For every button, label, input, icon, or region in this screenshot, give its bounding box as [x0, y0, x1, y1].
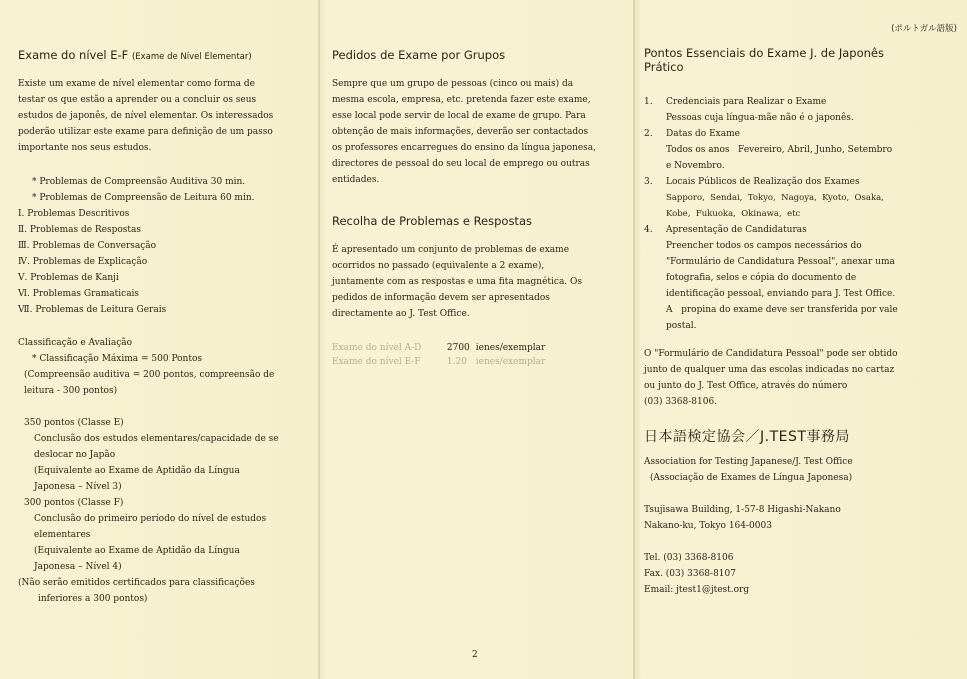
item-line: Pessoas cuja língua-mãe não é o japonês. — [666, 113, 854, 123]
fee-row-e-f — [332, 356, 632, 368]
group-line: Sempre que um grupo de pessoas (cinco ou mais) da — [332, 79, 574, 89]
group-requests-title: Pedidos de Exame por Grupos — [332, 48, 506, 62]
class-e-line: Japonesa – Nível 3) — [34, 482, 122, 492]
classification-line: * Classificação Máxima = 500 Pontos — [32, 354, 202, 364]
fee-row-a-d — [332, 340, 632, 356]
edition-label: (ポルトガル語版) — [891, 24, 957, 34]
column-group-requests — [320, 0, 632, 679]
item-number: 1. — [644, 97, 653, 107]
section-item: Ⅲ. Problemas de Conversação — [18, 241, 157, 251]
phone-number: Tel. (03) 3368-8106 — [644, 553, 734, 563]
list-item — [644, 126, 967, 174]
fee-unit: ienes/exemplar — [475, 343, 546, 353]
intro-line: poderão utilizar este exame para definição de um passo — [18, 127, 273, 137]
item-number: 3. — [644, 177, 653, 187]
title-line: Pontos Essenciais do Exame J. de Japonês — [644, 46, 884, 60]
group-line: esse local pode servir de local de exame de grupo. Para — [332, 111, 586, 121]
title-main: Exame do nível E-F — [18, 48, 129, 62]
class-e-line: Conclusão dos estudos elementares/capacidade de se — [34, 434, 279, 444]
group-line: mesma escola, empresa, etc. pretenda fazer este exame, — [332, 95, 591, 105]
group-line: directores de pessoal do seu local de emprego ou outras — [332, 159, 590, 169]
section-item: Ⅳ. Problemas de Explicação — [18, 257, 148, 267]
form-note-line: (03) 3368-8106. — [644, 397, 718, 407]
section-item: Ⅴ. Problemas de Kanji — [18, 273, 119, 283]
list-item — [644, 174, 967, 222]
item-line: "Formulário de Candidatura Pessoal", anexar uma — [666, 257, 895, 267]
fold-line-right — [633, 0, 635, 679]
list-item — [644, 94, 967, 126]
class-f-head: 300 pontos (Classe F) — [24, 498, 124, 508]
problem-collection-title: Recolha de Problemas e Respostas — [332, 214, 532, 228]
section-item: Ⅵ. Problemas Gramaticais — [18, 289, 140, 299]
item-line: Datas do Exame — [666, 129, 740, 139]
list-item — [644, 222, 967, 334]
section-item: Ⅰ. Problemas Descritivos — [18, 209, 130, 219]
classification-title: Classificação e Avaliação — [18, 338, 133, 348]
item-line: Locais Públicos de Realização dos Exames — [666, 177, 860, 187]
fee-unit: ienes/exemplar — [475, 357, 546, 367]
collection-line: ocorridos no passado (equivalente a 2 exame), — [332, 261, 545, 271]
group-line: entidades. — [332, 175, 380, 185]
class-e-line: deslocar no Japão — [34, 450, 116, 460]
class-f-line: elementares — [34, 530, 91, 540]
fee-label: Exame do nível E-F — [332, 357, 421, 367]
form-note-line: junto de qualquer uma das escolas indicadas no cartaz — [644, 365, 895, 375]
item-line: fotografia, selos e cópia do documento de — [666, 273, 857, 283]
note-line: inferiores a 300 pontos) — [38, 594, 148, 604]
class-f-line: Conclusão do primeiro período do nível de estudos — [34, 514, 267, 524]
item-line: Kobe, Fukuoka, Okinawa, etc — [666, 209, 801, 219]
intro-line: estudos de japonês, de nível elementar. Os interessados — [18, 111, 274, 121]
item-line: identificação pessoal, enviando para J. Test Office. — [666, 289, 896, 299]
item-line: A propina do exame deve ser transferida por vale — [666, 305, 898, 315]
essential-points-title — [644, 46, 967, 74]
elementary-exam-title — [18, 48, 318, 64]
collection-line: É apresentado um conjunto de problemas de exame — [332, 245, 570, 255]
collection-line: juntamente com as respostas e uma fita magnética. Os — [332, 277, 583, 287]
organization-name-pt: (Associação de Exames de Língua Japonesa) — [650, 473, 853, 483]
title-line: Prático — [644, 60, 684, 74]
organization-name-en: Association for Testing Japanese/J. Test Office — [644, 457, 853, 467]
item-line: Sapporo, Sendai, Tokyo, Nagoya, Kyoto, Osaka, — [666, 193, 884, 203]
class-e-head: 350 pontos (Classe E) — [24, 418, 124, 428]
collection-line: pedidos de informação devem ser apresentados — [332, 293, 550, 303]
item-line: e Novembro. — [666, 161, 725, 171]
section-item: Ⅱ. Problemas de Respostas — [18, 225, 142, 235]
column-elementary-exam — [0, 0, 318, 679]
listening-time: * Problemas de Compreensão Auditiva 30 min. — [32, 177, 246, 187]
item-line: Todos os anos Fevereiro, Abril, Junho, Setembro — [666, 145, 893, 155]
page-number: 2 — [472, 650, 478, 660]
classification-line: leitura - 300 pontos) — [24, 386, 118, 396]
section-item: Ⅶ. Problemas de Leitura Gerais — [18, 305, 167, 315]
collection-line: directamente ao J. Test Office. — [332, 309, 470, 319]
column-essential-points — [636, 0, 967, 679]
form-note-line: O "Formulário de Candidatura Pessoal" pode ser obtido — [644, 349, 898, 359]
note-line: (Não serão emitidos certificados para classificações — [18, 578, 255, 588]
address-line: Nakano-ku, Tokyo 164-0003 — [644, 521, 772, 531]
item-number: 2. — [644, 129, 653, 139]
fee-price: 1.20 — [446, 357, 467, 367]
intro-paragraph — [18, 76, 318, 156]
item-number: 4. — [644, 225, 653, 235]
fee-price: 2700 — [446, 343, 470, 353]
intro-line: Existe um exame de nível elementar como forma de — [18, 79, 255, 89]
essential-points-list — [644, 94, 967, 334]
class-f-line: Japonesa – Nível 4) — [34, 562, 122, 572]
class-f-line: (Equivalente ao Exame de Aptidão da Língua — [34, 546, 240, 556]
item-line: Apresentação de Candidaturas — [666, 225, 807, 235]
email-address: Email: jtest1@jtest.org — [644, 585, 750, 595]
group-line: obtenção de mais informações, deverão ser contactados — [332, 127, 589, 137]
group-line: os professores encarregues do ensino da língua japonesa, — [332, 143, 596, 153]
item-line: Preencher todos os campos necessários do — [666, 241, 862, 251]
address-line: Tsujisawa Building, 1-57-8 Higashi-Nakano — [644, 505, 841, 515]
item-line: postal. — [666, 321, 697, 331]
organization-name-jp: 日本語検定協会／J.TEST事務局 — [644, 429, 850, 445]
fee-label: Exame do nível A-D — [332, 343, 422, 353]
intro-line: testar os que estão a aprender ou a concluir os seus — [18, 95, 257, 105]
form-note-line: ou junto do J. Test Office, através do número — [644, 381, 848, 391]
title-sub: (Exame de Nível Elementar) — [131, 52, 252, 62]
reading-time: * Problemas de Compreensão de Leitura 60 min. — [32, 193, 255, 203]
item-line: Credenciais para Realizar o Exame — [666, 97, 827, 107]
intro-line: importante nos seus estudos. — [18, 143, 152, 153]
classification-line: (Compreensão auditiva = 200 pontos, compreensão de — [24, 370, 275, 380]
class-e-line: (Equivalente ao Exame de Aptidão da Língua — [34, 466, 240, 476]
fax-number: Fax. (03) 3368-8107 — [644, 569, 736, 579]
